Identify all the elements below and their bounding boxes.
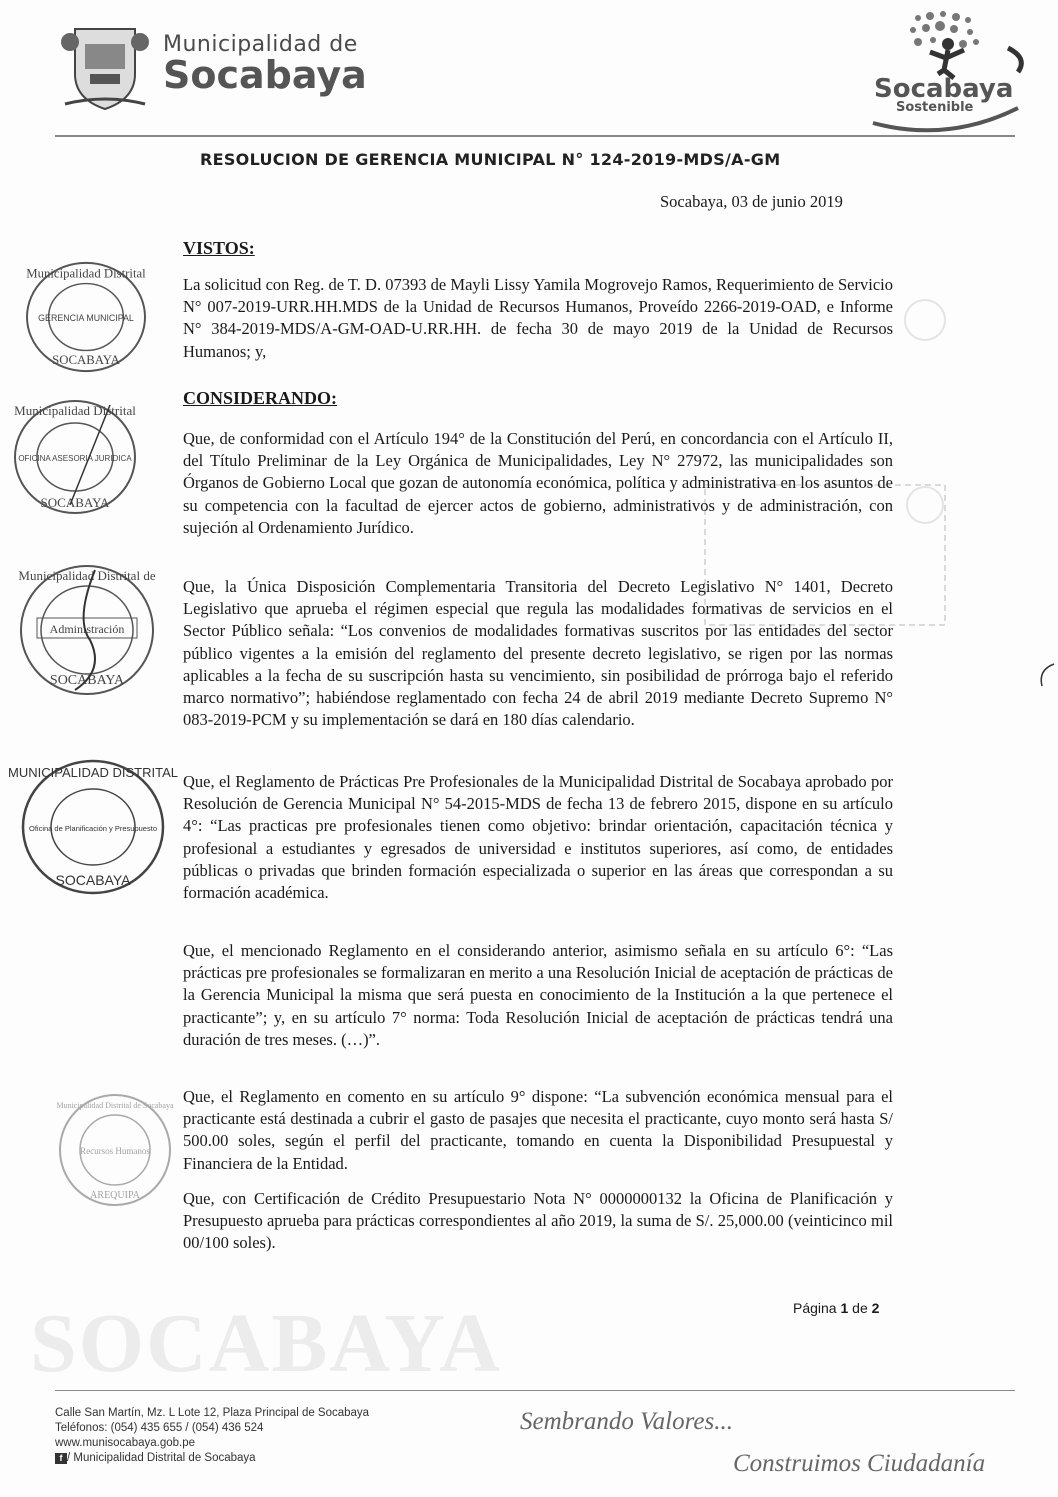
footer-contact: [55, 1406, 369, 1466]
stamp-ring-text: Municipalidad Distrital: [26, 266, 146, 281]
footer-address: Calle San Martín, Mz. L Lote 12, Plaza Principal de Socabaya: [55, 1407, 370, 1419]
stamp-center-text: GERENCIA MUNICIPAL: [38, 312, 134, 323]
stamp-center-text: Recursos Humanos: [80, 1146, 150, 1156]
page-label: Página: [793, 1300, 837, 1316]
stamp-ring-text: Municipalidad Distrital de: [18, 568, 156, 583]
organization-title: [163, 32, 367, 97]
brand-sub: Sostenible: [896, 100, 974, 115]
considerando-paragraph-4: Que, el mencionado Reglamento en el considerando anterior, asimismo señala en su artículo 6°: “Las prácticas pre profesionales se formalizaran en merito a una Resolución Inicial de aceptación de prácticas de la Gerencia Municipal la misma que será puesta en conocimiento de la Institución a la que pertenece el practicante”; y, en su artículo 7° norma: Toda Resolución Inicial de aceptación de prácticas tendrá una duración de tres meses. (…)”.: [183, 941, 893, 1049]
stamp-bottom-text: AREQUIPA: [90, 1190, 140, 1201]
stamp-administracion: [15, 560, 160, 700]
stamp-gerencia-municipal: [22, 258, 150, 376]
vistos-paragraph: La solicitud con Reg. de T. D. 07393 de Mayli Lissy Yamila Mogrovejo Ramos, Requerimiento de Servicio N° 007-2019-URR.HH.MDS de la Unidad de Recursos Humanos, Proveído 2266-2019-OAD, e Informe N° 384-2019-MDS/A-GM-OAD-U.RR.HH. de fecha 30 de mayo 2019 de la Unidad de Recursos Humanos; y,: [183, 275, 893, 361]
page-number: [793, 1300, 879, 1316]
stamp-bottom-text: SOCABAYA: [52, 353, 120, 368]
considerando-paragraph-5: Que, el Reglamento en comento en su artículo 9° dispone: “La subvención económica mensual para el practicante está destinada a cubrir el gasto de pasajes que necesita el practicante, cuyo monto será hasta S/ 500.00 soles, según el perfil del practicante, tomando en cuenta la Disponibilidad Presupuestal y Financiera de la Entidad.: [183, 1087, 893, 1173]
considerando-heading: CONSIDERANDO:: [183, 388, 338, 408]
considerando-paragraph-2: Que, la Única Disposición Complementaria Transitoria del Decreto Legislativo N° 1401, Decreto Legislativo que aprueba el régimen especial que regula las modalidades formativas de servicios en el Sector Público señala: “Los convenios de modalidades formativas suscritos por las entidades del sector público vigentes a la emisión del reglamento del presente decreto legislativo, se rigen por las normas aplicables a la fecha de su suscripción hasta su vencimiento, sin posibilidad de prórroga bajo el referido marco normativo”; habiéndose reglamentado con fecha 24 de abril 2019 mediante Decreto Supremo N° 083-2019-PCM y su implementación se dará en 180 días calendario.: [183, 577, 893, 730]
page-separator: de: [852, 1300, 868, 1316]
considerando-paragraph-6: Que, con Certificación de Crédito Presupuestario Nota N° 0000000132 la Oficina de Planificación y Presupuesto aprueba para prácticas correspondientes al año 2019, la suma de S/. 25,000.00 (veinticinco mil 00/100 soles).: [183, 1189, 893, 1253]
considerando-paragraph-1: Que, de conformidad con el Artículo 194° de la Constitución del Perú, en concordancia con el Artículo II, del Título Preliminar de la Ley Orgánica de Municipalidades, Ley N° 27972, las municipalidades son Órganos de Gobierno Local que gozan de autonomía económica, política y administrativa en los asuntos de su competencia con la facultad de ejercer actos de gobierno, administrativos y de administración, con sujeción al Ordenamiento Jurídico.: [183, 429, 893, 537]
footer-phones: Teléfonos: (054) 435 655 / (054) 436 524: [55, 1422, 264, 1434]
footer-slogan-1: Sembrando Valores...: [520, 1408, 733, 1435]
footer-website: www.munisocabaya.gob.pe: [55, 1437, 195, 1449]
stamp-bottom-text: SOCABAYA: [55, 872, 131, 888]
coat-of-arms-icon: [55, 14, 155, 114]
facebook-icon: f: [55, 1453, 67, 1464]
stamp-bottom-text: SOCABAYA: [49, 673, 125, 688]
footer-social: [55, 1451, 369, 1466]
page-total: 2: [871, 1300, 880, 1316]
watermark-text: SOCABAYA: [30, 1297, 502, 1390]
stamp-ring-text: Municipalidad Distrital de Socabaya: [56, 1101, 174, 1110]
margin-mark: [1036, 660, 1056, 690]
stamp-center-text: OFICINA ASESORIA JURIDICA: [18, 454, 132, 463]
stamp-ring-text: MUNICIPALIDAD DISTRITAL: [8, 765, 178, 780]
stamp-planificacion: [8, 755, 178, 900]
brand-name: Socabaya: [874, 74, 1014, 104]
stamp-recursos-humanos: [55, 1090, 175, 1210]
vistos-heading: VISTOS:: [183, 238, 255, 258]
stamp-bottom-text: SOCABAYA: [40, 495, 110, 510]
stamp-center-text: Oficina de Planificación y Presupuesto: [29, 824, 157, 833]
footer-slogan-2: Construimos Ciudadanía: [733, 1450, 986, 1477]
document-date: Socabaya, 03 de junio 2019: [660, 192, 843, 211]
considerando-paragraph-3: Que, el Reglamento de Prácticas Pre Profesionales de la Municipalidad Distrital de Socabaya aprobado por Resolución de Gerencia Municipal N° 54-2015-MDS de fecha 13 de febrero 2015, dispone en su artículo 4°: “Las practicas pre profesionales tienen como objetivo: brindar orientación, capacitación técnica y profesional a estudiantes y egresados de universidad e institutos superiores, así como, de entidades públicas o privadas que brinden formación especializada o superior en las áreas que correspondan a su formación académica.: [183, 772, 893, 903]
stamp-asesoria-juridica: [10, 395, 140, 520]
document-title: RESOLUCION DE GERENCIA MUNICIPAL N° 124-2019-MDS/A-GM: [200, 150, 781, 169]
header-divider: [55, 135, 1015, 137]
org-line-2: Socabaya: [163, 53, 367, 97]
footer-social-text: / Municipalidad Distrital de Socabaya: [67, 1452, 256, 1464]
org-line-1: Municipalidad de: [163, 32, 358, 57]
footer-divider: [55, 1390, 1015, 1391]
page-current: 1: [840, 1300, 849, 1316]
stamp-center-text: Administración: [49, 622, 125, 636]
brand-logo-text: [874, 74, 1013, 115]
stamp-ring-text: Municipalidad Distrital: [14, 403, 136, 418]
